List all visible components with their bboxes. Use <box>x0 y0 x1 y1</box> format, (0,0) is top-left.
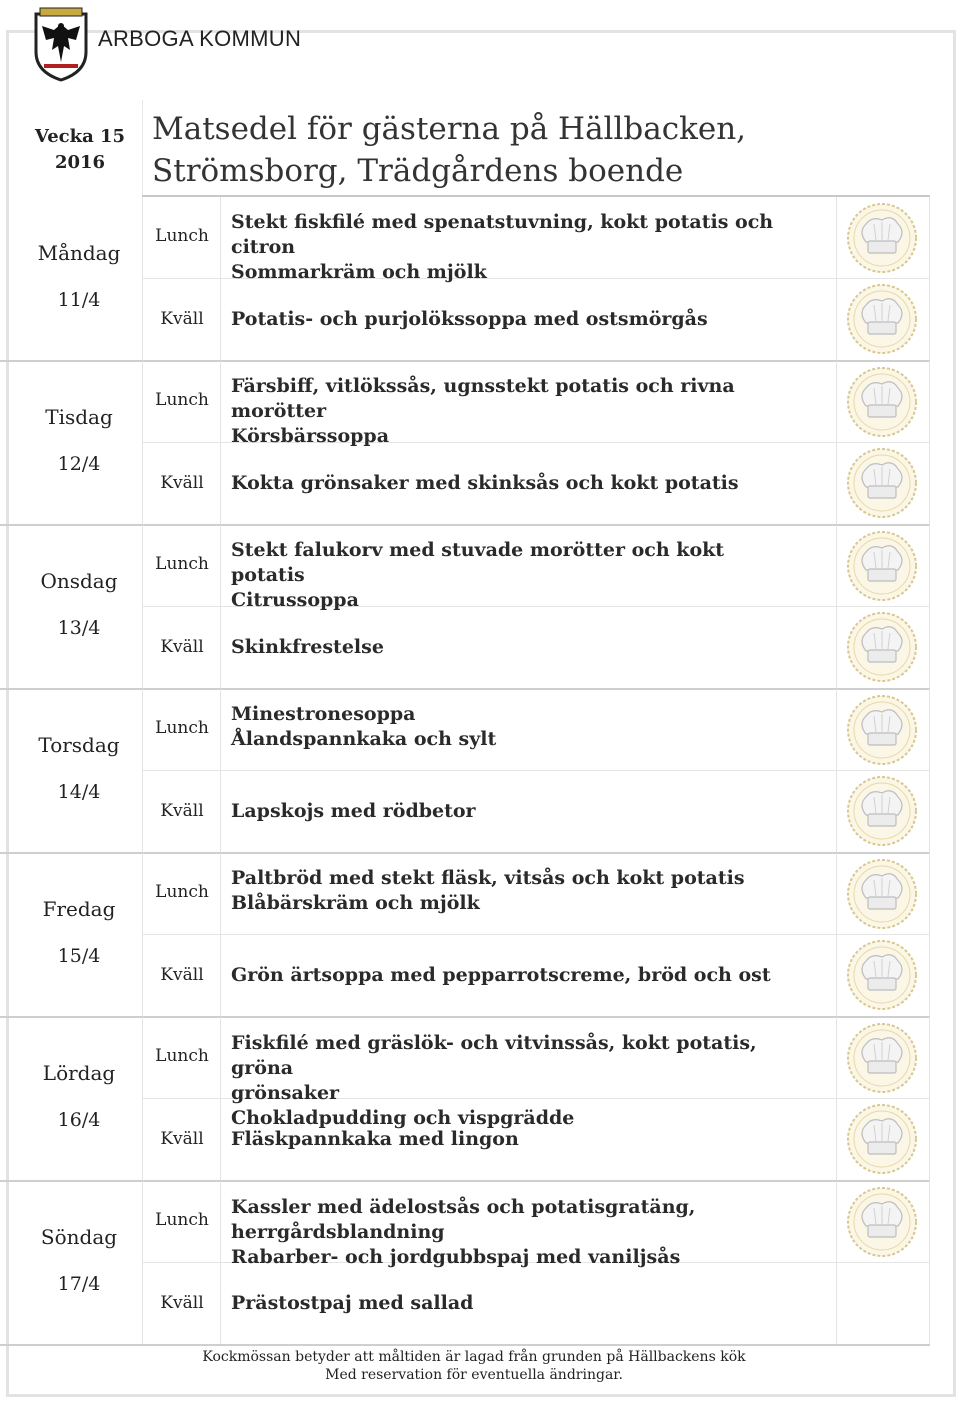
divider <box>220 197 221 361</box>
dish-line: Minestronesoppa <box>231 703 416 725</box>
divider <box>836 1181 837 1345</box>
divider <box>929 197 930 361</box>
day-name: Torsdag <box>38 733 120 757</box>
lunch-label: Lunch <box>155 718 209 738</box>
dish-line: Paltbröd med stekt fläsk, vitsås och kokt potatis <box>231 867 745 889</box>
day-row <box>0 525 960 689</box>
dish-line: Färsbiff, vitlökssås, ugnsstekt potatis och rivna morötter <box>231 375 735 422</box>
day-date: 16/4 <box>57 1109 101 1131</box>
day-date: 12/4 <box>57 453 101 475</box>
dinner-dish <box>231 1291 791 1316</box>
day-date: 15/4 <box>57 945 101 967</box>
divider <box>142 853 143 1017</box>
chef-hat-icon <box>846 530 918 602</box>
divider <box>836 689 837 853</box>
chef-hat-icon <box>846 366 918 438</box>
dish-line: Rabarber- och jordgubbspaj med vaniljsås <box>231 1246 681 1268</box>
divider <box>836 1017 837 1181</box>
day-date: 14/4 <box>57 781 101 803</box>
day-name: Tisdag <box>45 405 113 429</box>
dish-line: Lapskojs med rödbetor <box>231 800 476 822</box>
divider <box>142 770 930 771</box>
divider <box>929 361 930 525</box>
chef-hat-icon <box>846 283 918 355</box>
divider <box>929 689 930 853</box>
divider <box>220 689 221 853</box>
footer-note <box>140 1348 808 1384</box>
dinner-dish <box>231 635 791 660</box>
dish-line: Chokladpudding och vispgrädde <box>231 1107 575 1129</box>
dinner-label: Kväll <box>160 1129 204 1149</box>
lunch-label: Lunch <box>155 1046 209 1066</box>
dish-line: Stekt falukorv med stuvade morötter och kokt potatis <box>231 539 725 586</box>
day-date: 13/4 <box>57 617 101 639</box>
divider <box>929 525 930 689</box>
day-date: 11/4 <box>57 289 101 311</box>
dish-line: Körsbärssoppa <box>231 425 390 447</box>
divider <box>929 1181 930 1345</box>
dinner-label: Kväll <box>160 473 204 493</box>
dish-line: Blåbärskräm och mjölk <box>231 892 480 914</box>
page-title <box>152 108 752 192</box>
chef-hat-icon <box>846 1022 918 1094</box>
divider <box>220 853 221 1017</box>
dinner-dish <box>231 471 791 496</box>
day-row <box>0 1017 960 1181</box>
divider <box>220 361 221 525</box>
divider <box>929 1017 930 1181</box>
lunch-dish <box>231 1195 791 1270</box>
dinner-label: Kväll <box>160 637 204 657</box>
dish-line: Stekt fiskfilé med spenatstuvning, kokt potatis och citron <box>231 211 774 258</box>
lunch-dish <box>231 538 791 613</box>
dish-line: Prästostpaj med sallad <box>231 1292 474 1314</box>
chef-hat-icon <box>846 775 918 847</box>
divider <box>836 361 837 525</box>
dinner-label: Kväll <box>160 1293 204 1313</box>
divider <box>142 934 930 935</box>
divider <box>142 197 143 361</box>
day-row <box>0 197 960 361</box>
lunch-label: Lunch <box>155 1210 209 1230</box>
divider <box>836 853 837 1017</box>
dish-line: Citrussoppa <box>231 589 359 611</box>
divider <box>142 689 143 853</box>
chef-hat-icon <box>846 611 918 683</box>
day-name: Onsdag <box>40 569 118 593</box>
dish-line: herrgårdsblandning <box>231 1221 445 1243</box>
dish-line: Grön ärtsoppa med pepparrotscreme, bröd och ost <box>231 964 771 986</box>
dish-line: Fläskpannkaka med lingon <box>231 1128 519 1150</box>
dish-line: grönsaker <box>231 1082 340 1104</box>
divider <box>142 525 143 689</box>
dinner-dish <box>231 799 791 824</box>
lunch-dish <box>231 702 791 752</box>
dish-line: Potatis- och purjolökssoppa med ostsmörgås <box>231 308 708 330</box>
divider <box>0 1344 930 1346</box>
footer-line-1: Kockmössan betyder att måltiden är lagad från grunden på Hällbackens kök <box>202 1349 746 1365</box>
dish-line: Sommarkräm och mjölk <box>231 261 487 283</box>
day-name: Måndag <box>37 241 121 265</box>
chef-hat-icon <box>846 1103 918 1175</box>
lunch-label: Lunch <box>155 882 209 902</box>
dinner-dish <box>231 307 791 332</box>
dinner-label: Kväll <box>160 309 204 329</box>
divider <box>220 1017 221 1181</box>
dish-line: Kassler med ädelostsås och potatisgratäng, <box>231 1196 696 1218</box>
chef-hat-icon <box>846 202 918 274</box>
lunch-dish <box>231 210 791 285</box>
lunch-dish <box>231 374 791 449</box>
chef-hat-icon <box>846 694 918 766</box>
divider <box>142 1017 143 1181</box>
title-line-1: Matsedel för gästerna på Hällbacken, <box>152 111 747 147</box>
divider <box>220 1181 221 1345</box>
chef-hat-icon <box>846 858 918 930</box>
day-row <box>0 1181 960 1345</box>
day-row <box>0 689 960 853</box>
divider <box>142 361 143 525</box>
day-date: 17/4 <box>57 1273 101 1295</box>
lunch-dish <box>231 866 791 916</box>
dinner-label: Kväll <box>160 801 204 821</box>
divider <box>836 525 837 689</box>
dish-line: Ålandspannkaka och sylt <box>231 728 497 750</box>
week-label <box>10 124 150 176</box>
lunch-dish <box>231 1031 791 1131</box>
week-year: 2016 <box>54 152 106 173</box>
divider <box>142 1181 143 1345</box>
dinner-label: Kväll <box>160 965 204 985</box>
footer-line-2: Med reservation för eventuella ändringar. <box>325 1367 623 1383</box>
title-line-2: Strömsborg, Trädgårdens boende <box>152 153 684 189</box>
dinner-dish <box>231 963 791 988</box>
chef-hat-icon <box>846 939 918 1011</box>
week-number: Vecka 15 <box>34 126 126 147</box>
dish-line: Fiskfilé med gräslök- och vitvinssås, kokt potatis, gröna <box>231 1032 757 1079</box>
chef-hat-icon <box>846 447 918 519</box>
day-row <box>0 853 960 1017</box>
lunch-label: Lunch <box>155 554 209 574</box>
divider <box>836 197 837 361</box>
day-name: Lördag <box>42 1061 116 1085</box>
divider <box>142 100 143 196</box>
dish-line: Kokta grönsaker med skinksås och kokt potatis <box>231 472 739 494</box>
lunch-label: Lunch <box>155 226 209 246</box>
divider <box>929 853 930 1017</box>
dinner-dish <box>231 1127 791 1152</box>
day-name: Söndag <box>40 1225 118 1249</box>
lunch-label: Lunch <box>155 390 209 410</box>
day-row <box>0 361 960 525</box>
divider <box>220 525 221 689</box>
dish-line: Skinkfrestelse <box>231 636 384 658</box>
brand-name: ARBOGA KOMMUN <box>98 26 302 51</box>
day-name: Fredag <box>42 897 116 921</box>
arboga-crest-logo <box>30 6 92 82</box>
chef-hat-icon <box>846 1186 918 1258</box>
